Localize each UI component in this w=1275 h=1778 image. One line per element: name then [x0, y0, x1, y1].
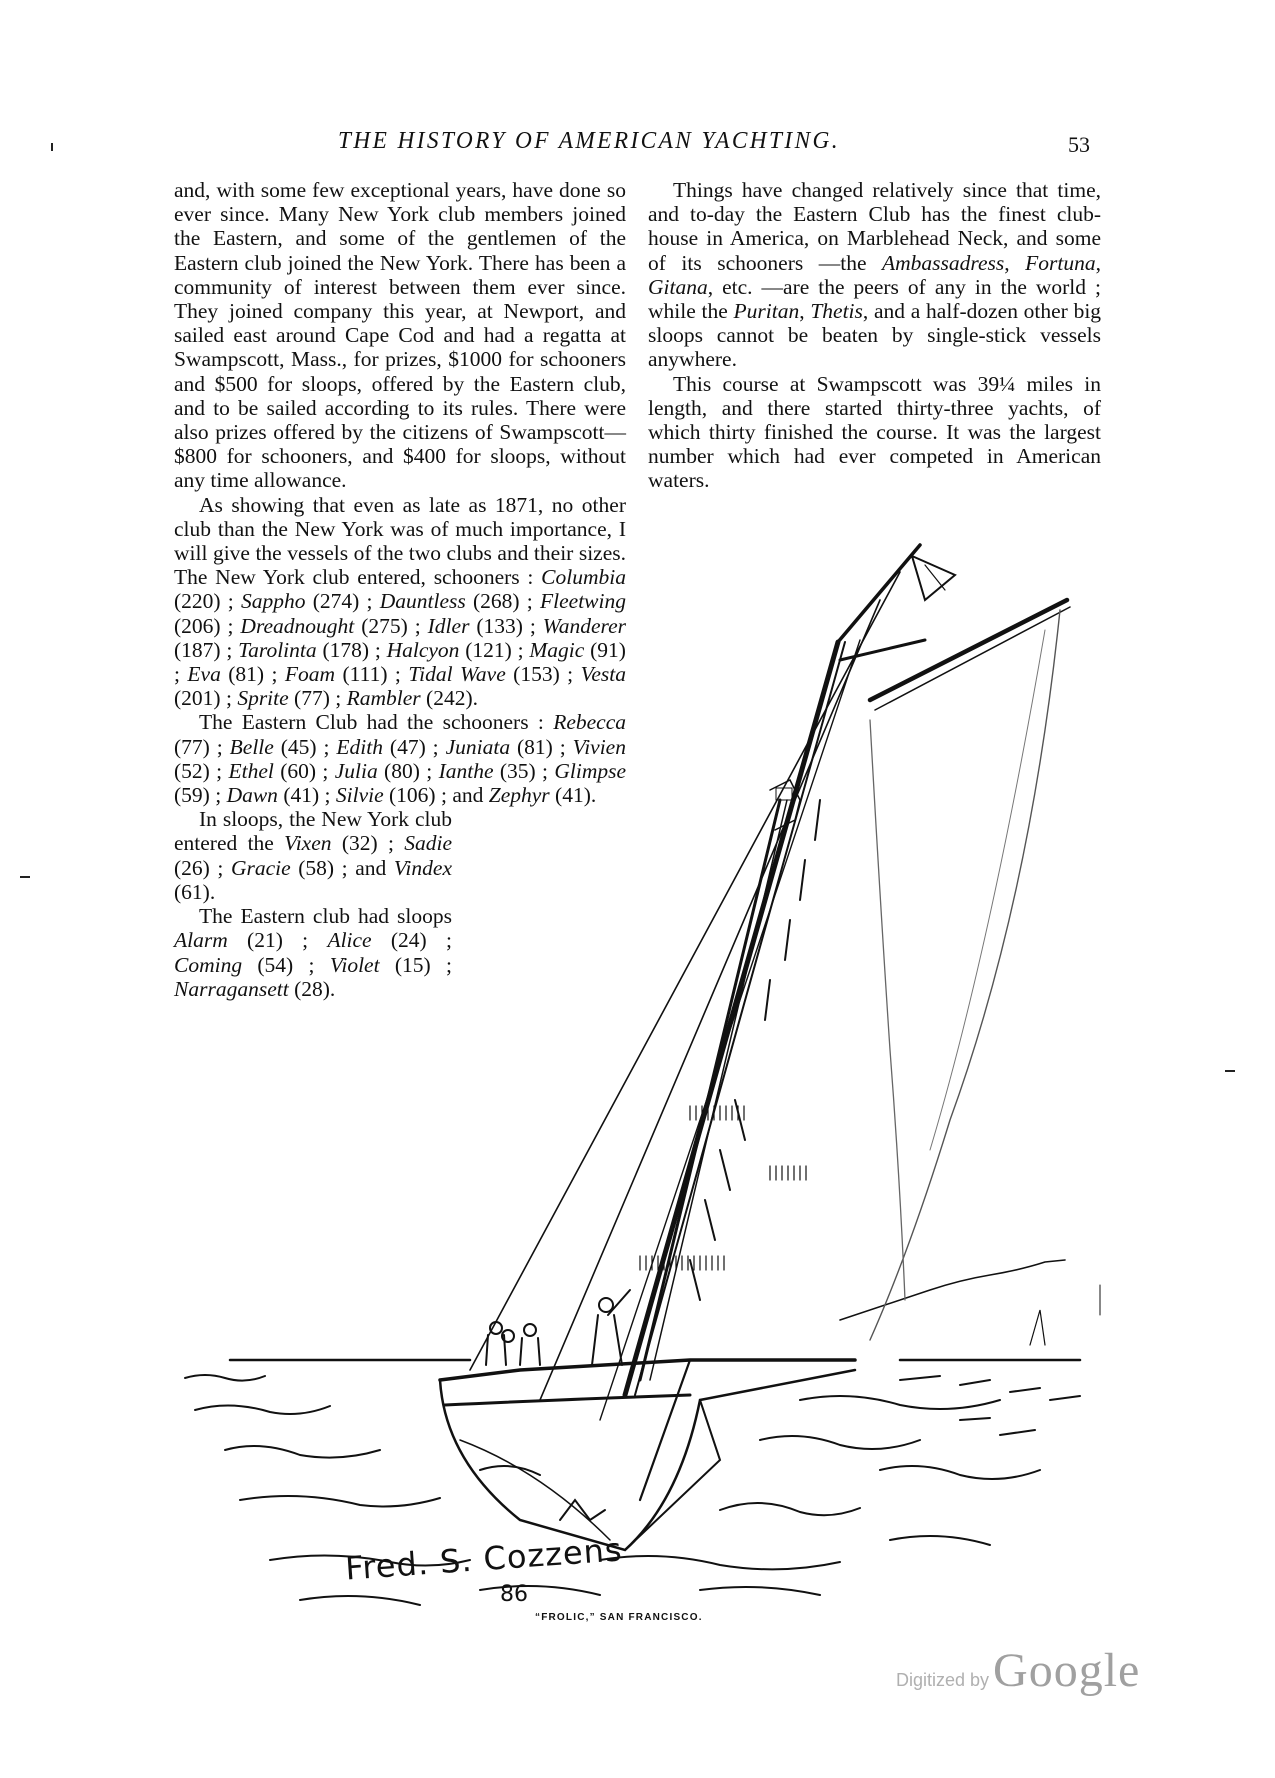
vessel-name: Julia — [334, 758, 378, 783]
ship-name: Puritan — [733, 299, 800, 324]
sloop-yacht-illustration — [170, 530, 1120, 1610]
vessel-name: Columbia — [541, 565, 626, 590]
running-title: THE HISTORY OF AMERICAN YACHTING. — [338, 128, 841, 154]
margin-mark — [20, 876, 30, 878]
paragraph: This course at Swampscott was 39¼ miles in length, and there started thirty-three yachts, of which thirty finished the course. It was the largest number which had ever competed in American waters. — [648, 371, 1101, 493]
ship-name: Fortuna — [1025, 250, 1096, 275]
vessel-name: Tarolinta — [238, 637, 317, 662]
vessel-name: Juniata — [445, 734, 511, 759]
vessel-name: Foam — [284, 662, 336, 687]
vessel-list: Rebecca (77) ; Belle (45) ; Edith (47) ; Juniata (81) ; Vivien (52) ; Ethel (60) ; Julia (80) ; Ianthe (35) ; Glimpse (59) ; Dawn (41) ; Silvie (106) ; and Zephyr (41). — [174, 710, 627, 808]
google-logo: Google — [993, 1644, 1141, 1697]
vessel-list: Columbia (220) ; Sappho (274) ; Dauntless (268) ; Fleetwing (206) ; Dreadnought (275) ; Idler (133) ; Wanderer (187) ; Tarolinta (178) ; Halcyon (121) ; Magic (91) ; Eva (81) ; Foam (111) ; Tidal Wave (153) ; Vesta (201) ; Sprite (77) ; Rambler (242). — [174, 565, 626, 711]
vessel-name: Violet — [329, 952, 380, 977]
right-column — [648, 178, 1101, 493]
vessel-name: Rebecca — [553, 710, 626, 735]
ship-name: Thetis — [810, 299, 863, 324]
vessel-name: Dreadnought — [240, 613, 355, 638]
vessel-name: Belle — [229, 734, 274, 759]
vessel-name: Vivien — [572, 734, 626, 759]
vessel-name: Vindex — [393, 855, 452, 880]
vessel-name: Sprite — [237, 686, 289, 711]
vessel-list: Vixen (32) ; Sadie (26) ; Gracie (58) ; and Vindex (61). — [174, 831, 453, 904]
vessel-name: Sadie — [404, 831, 453, 856]
paragraph-eastern-schooners: The Eastern Club had the schooners : Rebecca (77) ; Belle (45) ; Edith (47) ; Juniata (81) ; Vivien (52) ; Ethel (60) ; Julia (80) ; Ianthe (35) ; Glimpse (59) ; Dawn (41) ; Silvie (106) ; and Zephyr (41). — [174, 710, 627, 808]
watermark-prefix: Digitized by — [896, 1670, 990, 1690]
vessel-name: Dauntless — [379, 589, 466, 614]
vessel-name: Gracie — [230, 855, 291, 880]
artist-signature: Fred. S. Cozzens — [344, 1530, 624, 1588]
ship-names: Puritan, Thetis — [733, 299, 863, 324]
illustration-caption: “FROLIC,” SAN FRANCISCO. — [535, 1612, 703, 1623]
vessel-name: Eva — [187, 662, 221, 687]
digitized-watermark — [896, 1643, 1140, 1698]
vessel-name: Tidal Wave — [408, 662, 506, 687]
vessel-name: Idler — [427, 613, 470, 638]
vessel-name: Dawn — [226, 783, 278, 808]
vessel-name: Sappho — [241, 589, 306, 614]
ship-name: Gitana — [648, 274, 708, 299]
vessel-name: Zephyr — [488, 783, 550, 808]
paragraph-ny-sloops: In sloops, the New York club entered the Vixen (32) ; Sadie (26) ; Gracie (58) ; and Vindex (61). — [174, 807, 453, 904]
vessel-name: Wanderer — [542, 613, 626, 638]
paragraph-eastern-sloops: The Eastern club had sloops Alarm (21) ; Alice (24) ; Coming (54) ; Violet (15) ; Narragansett (28). — [174, 904, 452, 1001]
vessel-name: Alice — [327, 928, 372, 953]
vessel-name: Fleetwing — [540, 589, 626, 614]
margin-mark — [51, 143, 53, 151]
vessel-name: Edith — [336, 734, 383, 759]
vessel-name: Ianthe — [438, 758, 494, 783]
vessel-list: Alarm (21) ; Alice (24) ; Coming (54) ; Violet (15) ; Narragansett (28). — [174, 928, 452, 1001]
paragraph: and, with some few exceptional years, have done so ever since. Many New York club members joined the Eastern, and some of the gentlemen of the Eastern club joined the New York. There has been a community of interest between them ever since. They joined company this year, at Newport, and sailed east around Cape Cod and had a regatta at Swampscott, Mass., for prizes, $1000 for schooners and $500 for sloops, offered by the Eastern club, and to be sailed according to its rules. There were also prizes offered by the citizens of Swampscott—$800 for schooners, and $400 for sloops, without any time allowance. — [174, 178, 626, 493]
paragraph-ny-schooners: As showing that even as late as 1871, no other club than the New York was of much importance, I will give the vessels of the two clubs and their sizes. The New York club entered, schooners : Columbia (220) ; Sappho (274) ; Dauntless (268) ; Fleetwing (206) ; Dreadnought (275) ; Idler (133) ; Wanderer (187) ; Tarolinta (178) ; Halcyon (121) ; Magic (91) ; Eva (81) ; Foam (111) ; Tidal Wave (153) ; Vesta (201) ; Sprite (77) ; Rambler (242). — [174, 492, 626, 711]
vessel-name: Vixen — [284, 831, 332, 856]
signature-year: 86 — [500, 1582, 528, 1607]
margin-mark — [1225, 1070, 1235, 1072]
vessel-name: Narragansett — [174, 976, 289, 1001]
paragraph: Things have changed relatively since that time, and to-day the Eastern Club has the finest club-house in America, on Marblehead Neck, and some of its schooners —the Ambassadress, Fortuna, Gitana, etc. —are the peers of any in the world ; while the Puritan, Thetis, and a half-dozen other big sloops cannot be beaten by single-stick vessels anywhere. — [648, 178, 1102, 372]
vessel-name: Halcyon — [386, 637, 460, 662]
ship-name: Ambassadress — [882, 250, 1005, 275]
vessel-name: Ethel — [228, 758, 274, 783]
vessel-name: Vesta — [580, 662, 626, 687]
vessel-name: Magic — [529, 637, 585, 662]
vessel-name: Silvie — [335, 783, 384, 808]
vessel-name: Rambler — [346, 686, 421, 711]
vessel-name: Alarm — [174, 928, 228, 953]
ship-names: Ambassadress, Fortuna, Gitana — [648, 250, 1102, 299]
vessel-name: Coming — [174, 952, 243, 977]
vessel-name: Glimpse — [554, 758, 627, 783]
page-number: 53 — [1068, 132, 1090, 157]
